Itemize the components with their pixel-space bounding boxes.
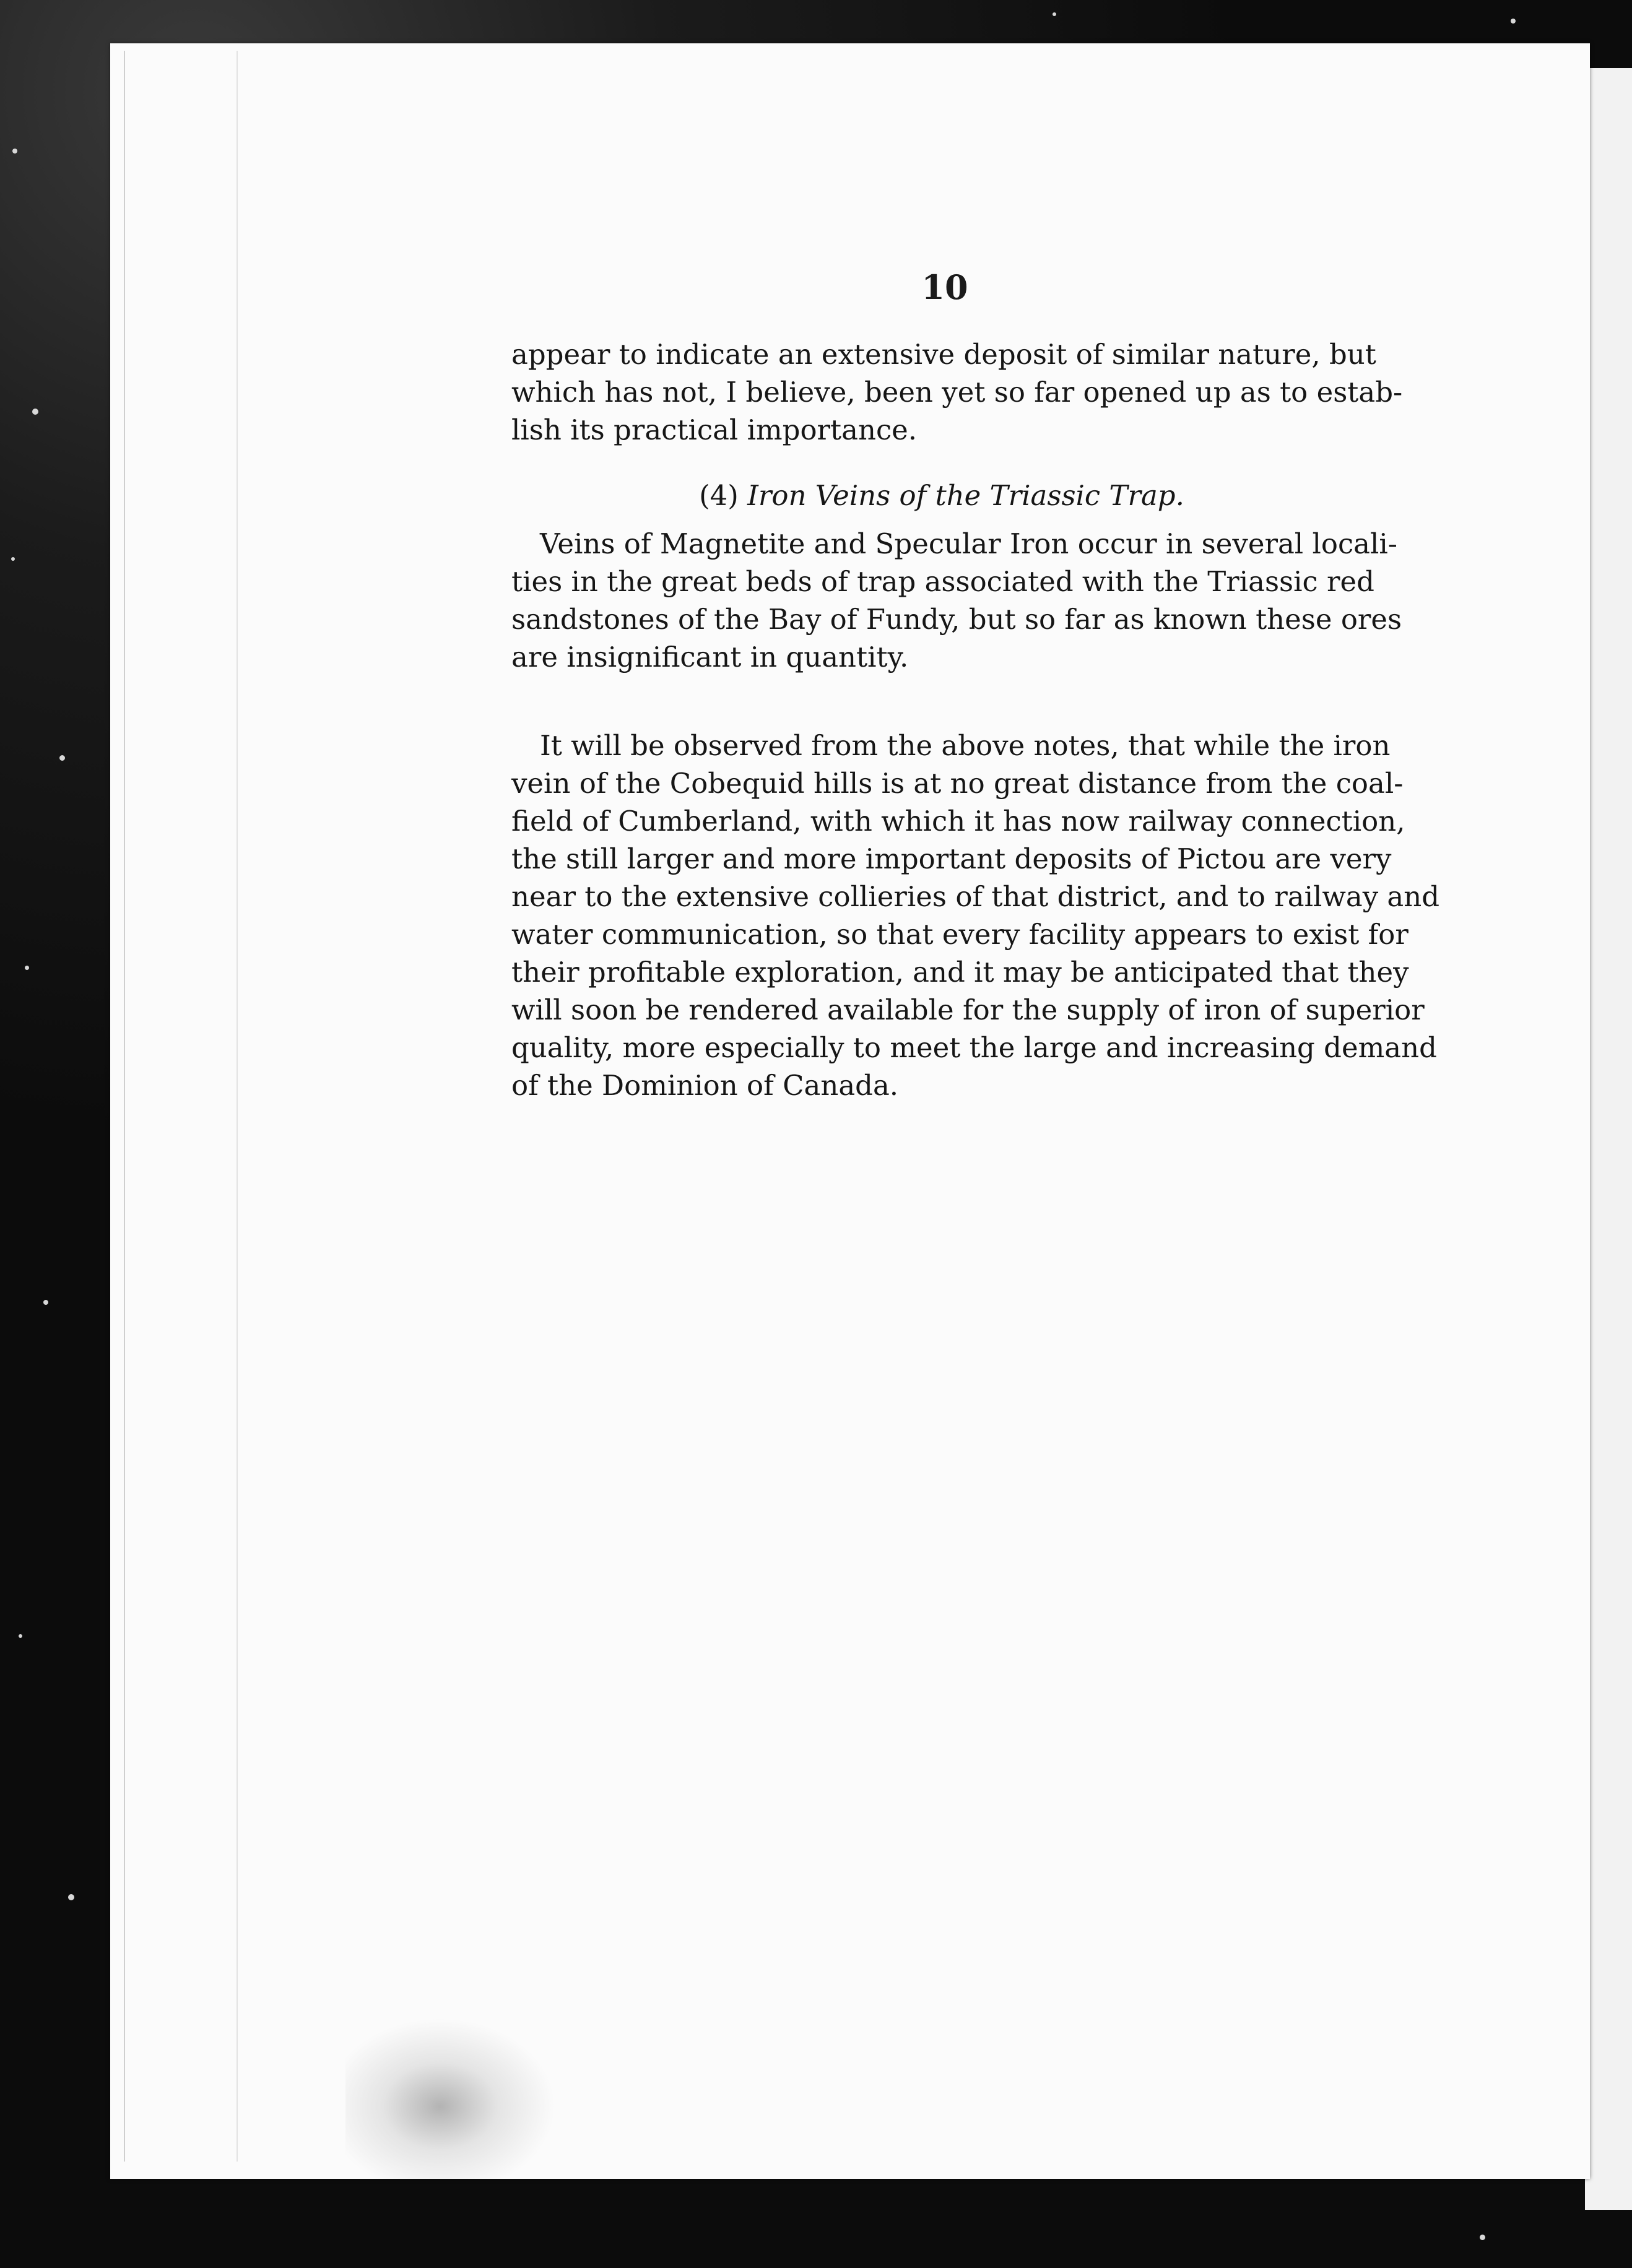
text-line: Veins of Magnetite and Specular Iron occur in several locali- [540,527,1398,560]
text-line: appear to indicate an extensive deposit of similar nature, but [511,338,1376,371]
text-line: water communication, so that every facility appears to exist for [511,918,1408,951]
text-line: quality, more especially to meet the large and increasing demand [511,1031,1437,1064]
paragraph-continuation [511,335,1403,449]
section-number: (4) [699,479,739,512]
text-line: the still larger and more important deposits of Pictou are very [511,842,1392,875]
paragraph-iron-veins [511,525,1402,676]
text-line: their profitable exploration, and it may be anticipated that they [511,956,1409,989]
back-sheet [1585,68,1632,2210]
page-number: 10 [921,267,968,307]
paragraph-conclusion [511,727,1440,1104]
section-heading [511,477,1372,514]
text-line: sandstones of the Bay of Fundy, but so far as known these ores [511,603,1402,636]
text-line: ties in the great beds of trap associated with the Triassic red [511,565,1374,598]
text-line: It will be observed from the above notes, that while the iron [540,729,1391,762]
ink-smudge [345,2018,556,2179]
text-line: near to the extensive collieries of that district, and to railway and [511,880,1440,913]
section-title: Iron Veins of the Triassic Trap. [747,479,1184,512]
text-line: which has not, I believe, been yet so far opened up as to estab- [511,376,1403,409]
text-line: will soon be rendered available for the supply of iron of superior [511,993,1425,1026]
text-line: vein of the Cobequid hills is at no great distance from the coal- [511,767,1404,800]
text-line: are insignificant in quantity. [511,641,909,673]
text-line: field of Cumberland, with which it has now railway connection, [511,805,1405,838]
text-line: lish its practical importance. [511,413,918,446]
text-line: of the Dominion of Canada. [511,1069,899,1102]
